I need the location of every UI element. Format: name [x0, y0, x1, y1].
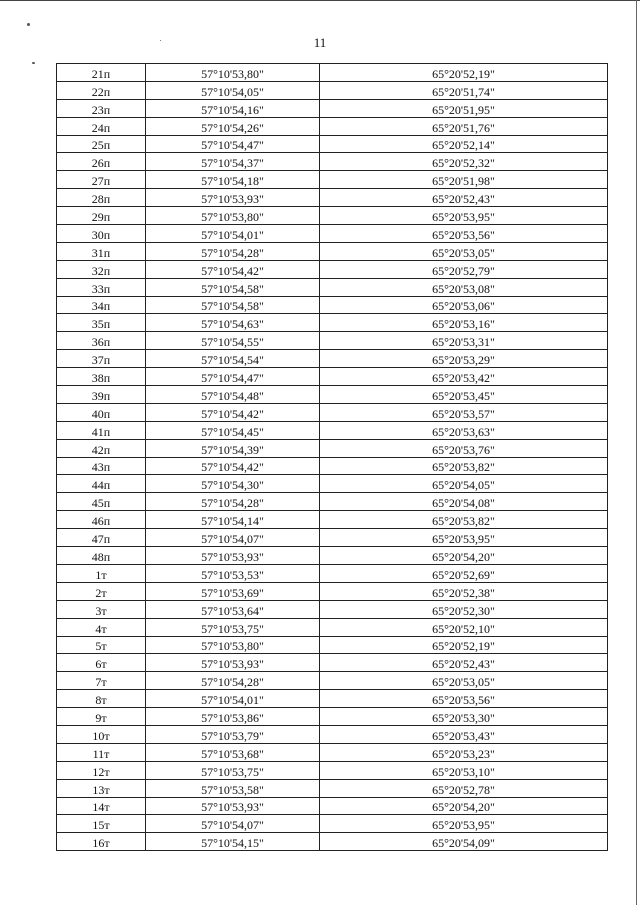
longitude-cell: 65°20'53,57": [320, 403, 608, 421]
longitude-cell: 65°20'53,06": [320, 296, 608, 314]
table-row: [57, 403, 608, 421]
table-row: [57, 64, 608, 82]
point-id-cell: 40п: [57, 403, 146, 421]
longitude-cell: 65°20'51,74": [320, 81, 608, 99]
table-row: [57, 636, 608, 654]
latitude-cell: 57°10'53,79": [146, 725, 320, 743]
scan-border-top: [0, 0, 640, 1]
latitude-cell: 57°10'54,47": [146, 135, 320, 153]
longitude-cell: 65°20'53,95": [320, 529, 608, 547]
longitude-cell: 65°20'53,63": [320, 421, 608, 439]
table-row: [57, 618, 608, 636]
longitude-cell: 65°20'52,79": [320, 260, 608, 278]
point-id-cell: 37п: [57, 350, 146, 368]
latitude-cell: 57°10'54,14": [146, 511, 320, 529]
longitude-cell: 65°20'52,43": [320, 189, 608, 207]
longitude-cell: 65°20'52,19": [320, 636, 608, 654]
latitude-cell: 57°10'53,75": [146, 618, 320, 636]
longitude-cell: 65°20'53,76": [320, 439, 608, 457]
longitude-cell: 65°20'53,82": [320, 511, 608, 529]
longitude-cell: 65°20'51,98": [320, 171, 608, 189]
page-number: 11: [313, 35, 327, 50]
longitude-cell: 65°20'53,56": [320, 225, 608, 243]
point-id-cell: 33п: [57, 278, 146, 296]
point-id-cell: 5т: [57, 636, 146, 654]
table-row: [57, 761, 608, 779]
latitude-cell: 57°10'53,80": [146, 64, 320, 82]
latitude-cell: 57°10'54,18": [146, 171, 320, 189]
table-row: [57, 564, 608, 582]
longitude-cell: 65°20'53,43": [320, 725, 608, 743]
point-id-cell: 12т: [57, 761, 146, 779]
point-id-cell: 41п: [57, 421, 146, 439]
latitude-cell: 57°10'54,58": [146, 278, 320, 296]
table-row: [57, 672, 608, 690]
latitude-cell: 57°10'54,55": [146, 332, 320, 350]
table-row: [57, 779, 608, 797]
table-row: [57, 547, 608, 565]
point-id-cell: 11т: [57, 743, 146, 761]
table-row: [57, 421, 608, 439]
longitude-cell: 65°20'53,30": [320, 708, 608, 726]
longitude-cell: 65°20'52,43": [320, 654, 608, 672]
longitude-cell: 65°20'53,29": [320, 350, 608, 368]
longitude-cell: 65°20'52,38": [320, 582, 608, 600]
point-id-cell: 47п: [57, 529, 146, 547]
latitude-cell: 57°10'54,30": [146, 475, 320, 493]
latitude-cell: 57°10'54,05": [146, 81, 320, 99]
latitude-cell: 57°10'53,80": [146, 207, 320, 225]
table-row: [57, 797, 608, 815]
point-id-cell: 26п: [57, 153, 146, 171]
point-id-cell: 36п: [57, 332, 146, 350]
table-row: [57, 278, 608, 296]
table-row: [57, 600, 608, 618]
latitude-cell: 57°10'54,39": [146, 439, 320, 457]
latitude-cell: 57°10'54,42": [146, 457, 320, 475]
latitude-cell: 57°10'54,42": [146, 403, 320, 421]
latitude-cell: 57°10'54,63": [146, 314, 320, 332]
longitude-cell: 65°20'54,20": [320, 797, 608, 815]
table-row: [57, 314, 608, 332]
latitude-cell: 57°10'54,28": [146, 493, 320, 511]
point-id-cell: 30п: [57, 225, 146, 243]
table-row: [57, 511, 608, 529]
table-row: [57, 332, 608, 350]
coordinates-table: [56, 63, 608, 851]
table-row: [57, 296, 608, 314]
latitude-cell: 57°10'53,53": [146, 564, 320, 582]
latitude-cell: 57°10'54,58": [146, 296, 320, 314]
longitude-cell: 65°20'53,10": [320, 761, 608, 779]
table-row: [57, 242, 608, 260]
latitude-cell: 57°10'53,93": [146, 797, 320, 815]
point-id-cell: 27п: [57, 171, 146, 189]
latitude-cell: 57°10'54,28": [146, 672, 320, 690]
table-row: [57, 386, 608, 404]
table-row: [57, 135, 608, 153]
table-row: [57, 690, 608, 708]
point-id-cell: 21п: [57, 64, 146, 82]
longitude-cell: 65°20'53,95": [320, 207, 608, 225]
point-id-cell: 28п: [57, 189, 146, 207]
point-id-cell: 25п: [57, 135, 146, 153]
latitude-cell: 57°10'53,86": [146, 708, 320, 726]
longitude-cell: 65°20'52,78": [320, 779, 608, 797]
scan-speck: [32, 62, 35, 64]
table-row: [57, 529, 608, 547]
longitude-cell: 65°20'52,10": [320, 618, 608, 636]
table-row: [57, 368, 608, 386]
point-id-cell: 46п: [57, 511, 146, 529]
point-id-cell: 7т: [57, 672, 146, 690]
table-row: [57, 260, 608, 278]
longitude-cell: 65°20'51,95": [320, 99, 608, 117]
point-id-cell: 31п: [57, 242, 146, 260]
point-id-cell: 24п: [57, 117, 146, 135]
longitude-cell: 65°20'53,05": [320, 242, 608, 260]
point-id-cell: 22п: [57, 81, 146, 99]
point-id-cell: 4т: [57, 618, 146, 636]
point-id-cell: 2т: [57, 582, 146, 600]
table-row: [57, 350, 608, 368]
latitude-cell: 57°10'54,54": [146, 350, 320, 368]
latitude-cell: 57°10'53,93": [146, 189, 320, 207]
longitude-cell: 65°20'53,23": [320, 743, 608, 761]
longitude-cell: 65°20'52,32": [320, 153, 608, 171]
table-row: [57, 207, 608, 225]
longitude-cell: 65°20'53,31": [320, 332, 608, 350]
longitude-cell: 65°20'52,69": [320, 564, 608, 582]
latitude-cell: 57°10'53,58": [146, 779, 320, 797]
point-id-cell: 13т: [57, 779, 146, 797]
longitude-cell: 65°20'54,20": [320, 547, 608, 565]
table-body: [57, 64, 608, 851]
point-id-cell: 48п: [57, 547, 146, 565]
point-id-cell: 32п: [57, 260, 146, 278]
point-id-cell: 44п: [57, 475, 146, 493]
point-id-cell: 38п: [57, 368, 146, 386]
latitude-cell: 57°10'54,28": [146, 242, 320, 260]
longitude-cell: 65°20'53,82": [320, 457, 608, 475]
latitude-cell: 57°10'54,15": [146, 833, 320, 851]
point-id-cell: 23п: [57, 99, 146, 117]
longitude-cell: 65°20'52,14": [320, 135, 608, 153]
scan-border-right: [636, 0, 637, 905]
table-row: [57, 493, 608, 511]
point-id-cell: 35п: [57, 314, 146, 332]
table-row: [57, 457, 608, 475]
longitude-cell: 65°20'51,76": [320, 117, 608, 135]
table-row: [57, 99, 608, 117]
table-row: [57, 81, 608, 99]
table-row: [57, 654, 608, 672]
point-id-cell: 45п: [57, 493, 146, 511]
point-id-cell: 6т: [57, 654, 146, 672]
longitude-cell: 65°20'54,05": [320, 475, 608, 493]
longitude-cell: 65°20'53,56": [320, 690, 608, 708]
latitude-cell: 57°10'54,37": [146, 153, 320, 171]
table-row: [57, 815, 608, 833]
table-row: [57, 725, 608, 743]
latitude-cell: 57°10'54,01": [146, 225, 320, 243]
point-id-cell: 14т: [57, 797, 146, 815]
longitude-cell: 65°20'54,09": [320, 833, 608, 851]
latitude-cell: 57°10'54,26": [146, 117, 320, 135]
latitude-cell: 57°10'54,16": [146, 99, 320, 117]
point-id-cell: 43п: [57, 457, 146, 475]
longitude-cell: 65°20'53,16": [320, 314, 608, 332]
latitude-cell: 57°10'53,75": [146, 761, 320, 779]
longitude-cell: 65°20'53,05": [320, 672, 608, 690]
scan-speck: [27, 23, 30, 26]
point-id-cell: 16т: [57, 833, 146, 851]
latitude-cell: 57°10'54,47": [146, 368, 320, 386]
point-id-cell: 39п: [57, 386, 146, 404]
longitude-cell: 65°20'53,08": [320, 278, 608, 296]
table-row: [57, 225, 608, 243]
point-id-cell: 42п: [57, 439, 146, 457]
latitude-cell: 57°10'53,93": [146, 654, 320, 672]
table-row: [57, 117, 608, 135]
point-id-cell: 1т: [57, 564, 146, 582]
latitude-cell: 57°10'53,93": [146, 547, 320, 565]
point-id-cell: 15т: [57, 815, 146, 833]
point-id-cell: 29п: [57, 207, 146, 225]
table-row: [57, 475, 608, 493]
table-row: [57, 743, 608, 761]
longitude-cell: 65°20'53,45": [320, 386, 608, 404]
latitude-cell: 57°10'54,07": [146, 529, 320, 547]
latitude-cell: 57°10'54,45": [146, 421, 320, 439]
longitude-cell: 65°20'52,19": [320, 64, 608, 82]
table-row: [57, 833, 608, 851]
latitude-cell: 57°10'54,07": [146, 815, 320, 833]
table-row: [57, 439, 608, 457]
longitude-cell: 65°20'53,42": [320, 368, 608, 386]
longitude-cell: 65°20'52,30": [320, 600, 608, 618]
table-row: [57, 189, 608, 207]
latitude-cell: 57°10'54,01": [146, 690, 320, 708]
latitude-cell: 57°10'53,69": [146, 582, 320, 600]
latitude-cell: 57°10'53,64": [146, 600, 320, 618]
table-row: [57, 708, 608, 726]
point-id-cell: 3т: [57, 600, 146, 618]
longitude-cell: 65°20'54,08": [320, 493, 608, 511]
point-id-cell: 34п: [57, 296, 146, 314]
point-id-cell: 10т: [57, 725, 146, 743]
point-id-cell: 8т: [57, 690, 146, 708]
point-id-cell: 9т: [57, 708, 146, 726]
longitude-cell: 65°20'53,95": [320, 815, 608, 833]
table-row: [57, 582, 608, 600]
latitude-cell: 57°10'54,42": [146, 260, 320, 278]
latitude-cell: 57°10'53,80": [146, 636, 320, 654]
table-row: [57, 153, 608, 171]
latitude-cell: 57°10'54,48": [146, 386, 320, 404]
latitude-cell: 57°10'53,68": [146, 743, 320, 761]
table-row: [57, 171, 608, 189]
